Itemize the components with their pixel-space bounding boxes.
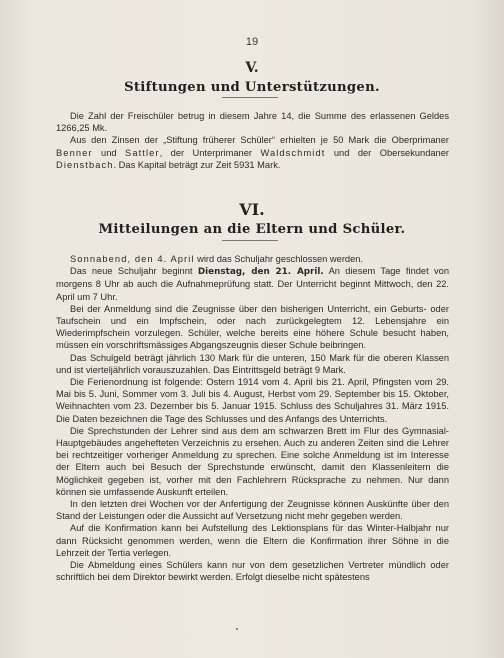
section-vi-paragraph-6: Die Sprechstunden der Lehrer sind aus dem am schwarzen Brett im Flur des Gymnasial-Hauptgebäudes angehefteten Verzeichnis zu ersehen. Auch zu anderen Zeiten sind die Lehrer bei rechtzeitiger vorheriger Anmeldung zu sprechen. Eine solche Anmeldung ist im Interesse der Eltern auch bei Besuch der Sprechstunde erwünscht, damit den Klassenleitern die Möglichkeit gegeben ist, vorher mit den Fachlehrern Rücksprache zu nehmen. Nur dann können sie umfassende Auskunft erteilen. xyxy=(56,425,449,497)
section-v-title: Stiftungen und Unterstützungen. xyxy=(124,80,380,95)
section-vi-paragraph-1: Sonnabend, den 4. April wird das Schuljahr geschlossen werden. xyxy=(70,254,364,264)
section-v-paragraph-1: Die Zahl der Freischüler betrug in diesem Jahre 14, die Summe des erlassenen Geldes 1266,25 Mk. xyxy=(56,111,449,134)
speck-mark xyxy=(236,628,238,630)
section-vi-title: Mitteilungen an die Eltern und Schüler. xyxy=(98,222,406,237)
page-number: 19 xyxy=(245,36,259,48)
section-vi-numeral: VI. xyxy=(239,200,265,219)
section-vi-paragraph-2: Das neue Schuljahr beginnt Dienstag, den 21. April. An diesem Tage findet von morgens 8 Uhr ab auch die Aufnahmeprüfung statt. Der Unterricht beginnt Mittwoch, den 22. April um 7 Uhr. xyxy=(56,266,449,302)
section-vi-paragraph-9: Die Abmeldung eines Schülers kann nur von dem gesetzlichen Vertreter mündlich oder schriftlich bei dem Direktor bewirkt werden. Erfolgt dieselbe nicht spätestens xyxy=(56,560,449,583)
section-vi-rule xyxy=(222,240,278,241)
section-vi-paragraph-7: In den letzten drei Wochen vor der Anfertigung der Zeugnisse können Auskünfte über den Stand der Leistungen oder die Aussicht auf Versetzung nicht mehr gegeben werden. xyxy=(56,499,449,522)
section-vi-paragraph-3: Bei der Anmeldung sind die Zeugnisse über den bisherigen Unterricht, ein Geburts- oder Taufschein und ein Impfschein, oder nach zurückgelegtem 12. Lebensjahre ein Wiederimpfschein vorzulegen. Schüler, welche bereits eine höhere Schule besucht haben, müssen ein vorschriftsmässiges Abgangszeugnis dieser Schule beibringen. xyxy=(56,303,449,351)
section-v-numeral: V. xyxy=(245,60,259,76)
section-v-body xyxy=(56,110,449,171)
section-v-rule xyxy=(222,97,278,98)
section-v-paragraph-2: Aus den Zinsen der „Stiftung früherer Schüler“ erhielten je 50 Mark die Oberprimaner Benner und Sattler, der Unterprimaner Waldschmidt und der Obersekundaner Dienstbach. Das Kapital beträgt zur Zeit 5931 Mark. xyxy=(56,135,449,170)
section-vi-paragraph-8: Auf die Konfirmation kann bei Aufstellung des Lektionsplans für das Winter-Halbjahr nur dann Rücksicht genommen werden, wenn die Eltern die Konfirmation ihrer Söhne in die Lehrzeit der Tertia verlegen. xyxy=(56,523,449,558)
section-vi-paragraph-4: Das Schulgeld beträgt jährlich 130 Mark für die unteren, 150 Mark für die oberen Klassen und ist vierteljährlich vorauszuzahlen. Das Eintrittsgeld beträgt 9 Mark. xyxy=(56,352,449,375)
section-vi-body xyxy=(56,253,449,583)
section-vi-paragraph-5: Die Ferienordnung ist folgende: Ostern 1914 vom 4. April bis 21. April, Pfingsten vom 29. Mai bis 5. Juni, Sommer vom 3. Juli bis 4. August, Herbst vom 29. September bis 15. Oktober, Weihnachten vom 23. Dezember bis 5. Januar 1915. Schluss des Schuljahres 31. März 1915. Die Daten bezeichnen die Tage des Schlusses und des Anfangs des Unterrichts. xyxy=(56,377,449,424)
